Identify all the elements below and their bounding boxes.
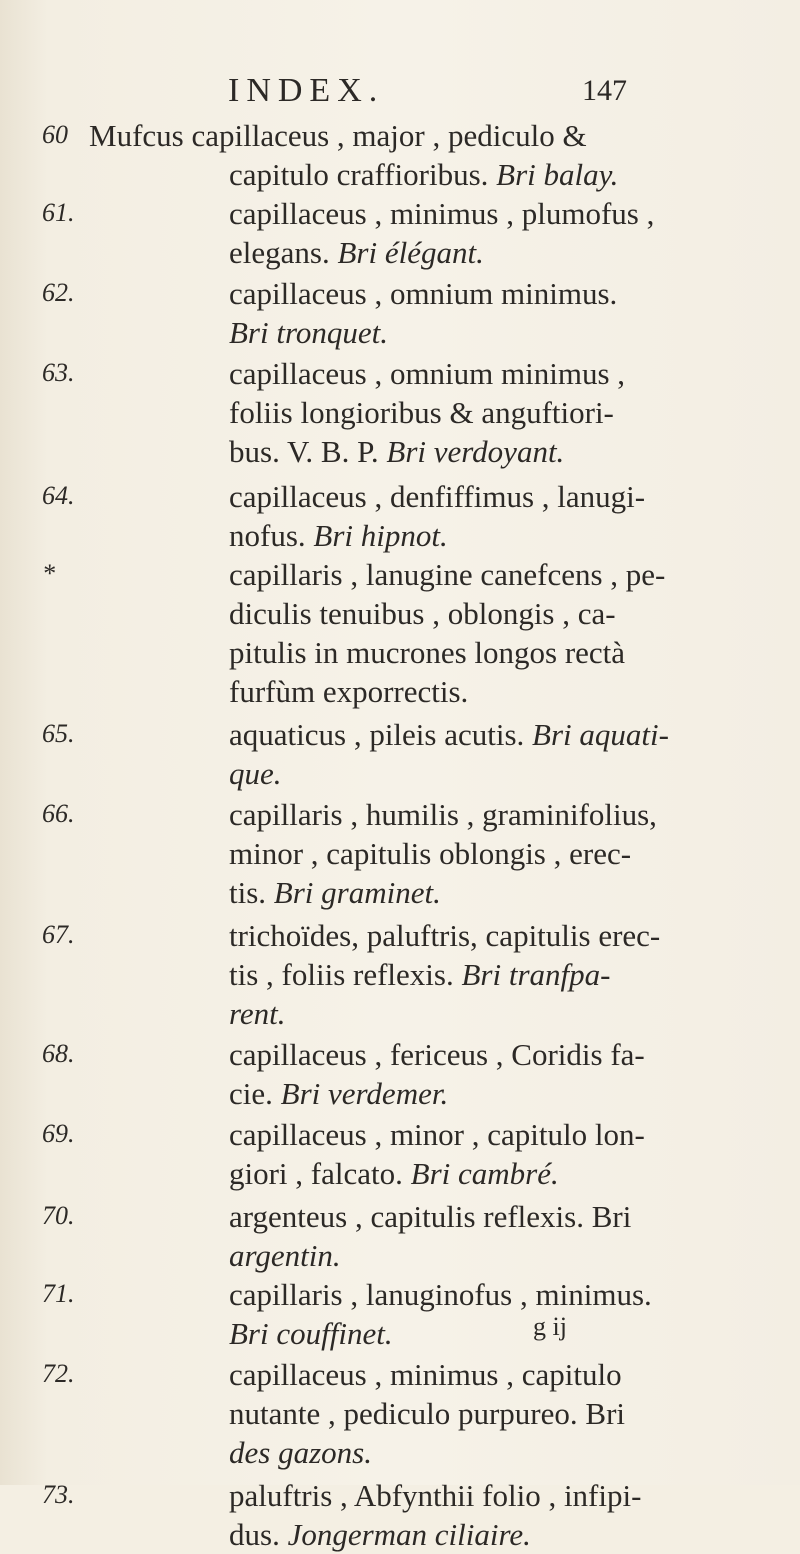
entry-line: nofus. Bri hipnot. bbox=[229, 518, 448, 553]
entry-line: giori , falcato. Bri cambré. bbox=[229, 1156, 559, 1191]
index-entry bbox=[0, 795, 800, 912]
entry-text bbox=[229, 274, 764, 352]
entry-line: diculis tenuibus , oblongis , ca- bbox=[229, 596, 616, 631]
entry-line: pitulis in mucrones longos rectà bbox=[229, 635, 626, 670]
entry-line: capillaceus , omnium minimus. bbox=[229, 276, 618, 311]
entry-text bbox=[89, 116, 764, 194]
entry-line: capillaceus , minimus , plumofus , bbox=[229, 196, 655, 231]
index-entry bbox=[0, 274, 800, 352]
entry-number: 61. bbox=[42, 198, 75, 227]
entry-number: 60 bbox=[42, 120, 68, 149]
entry-text bbox=[229, 354, 764, 471]
entry-line: elegans. Bri élégant. bbox=[229, 235, 484, 270]
entry-line: Bri tronquet. bbox=[229, 315, 389, 350]
entry-line: Mufcus capillaceus , major , pediculo & bbox=[89, 118, 587, 153]
entry-line: furfùm exporrectis. bbox=[229, 674, 469, 709]
index-entry bbox=[0, 555, 800, 711]
entry-line: rent. bbox=[229, 996, 286, 1031]
entry-line: capillaris , lanuginofus , minimus. bbox=[229, 1277, 652, 1312]
index-entry bbox=[0, 1355, 800, 1472]
entry-number: 64. bbox=[42, 481, 75, 510]
index-entry bbox=[0, 194, 800, 272]
entry-number: 68. bbox=[42, 1039, 75, 1068]
entry-number: 73. bbox=[42, 1480, 75, 1509]
entry-line: nutante , pediculo purpureo. Bri bbox=[229, 1396, 626, 1431]
entry-text bbox=[229, 795, 764, 912]
entry-number: * bbox=[42, 559, 55, 588]
entry-text bbox=[229, 1355, 764, 1472]
entry-line: argentin. bbox=[229, 1238, 341, 1273]
running-header bbox=[0, 72, 800, 112]
entry-text bbox=[229, 916, 764, 1033]
entry-line: Bri couffinet. bbox=[229, 1316, 393, 1351]
entry-text bbox=[229, 555, 764, 711]
entry-line: argenteus , capitulis reflexis. Bri bbox=[229, 1199, 632, 1234]
entry-number: 72. bbox=[42, 1359, 75, 1388]
page-number: 147 bbox=[582, 74, 627, 107]
entry-line: cie. Bri verdemer. bbox=[229, 1076, 449, 1111]
index-entry bbox=[0, 1115, 800, 1193]
index-entry bbox=[0, 116, 800, 194]
entry-line: capillaceus , fericeus , Coridis fa- bbox=[229, 1037, 645, 1072]
index-entry bbox=[0, 916, 800, 1033]
index-entry bbox=[0, 1275, 800, 1353]
signature-mark: g ij bbox=[533, 1312, 567, 1341]
entry-line: capillaceus , minor , capitulo lon- bbox=[229, 1117, 645, 1152]
entry-text bbox=[229, 715, 764, 793]
index-entry bbox=[0, 1197, 800, 1275]
entry-line: tis. Bri graminet. bbox=[229, 875, 441, 910]
index-entry bbox=[0, 477, 800, 555]
entry-line: capillaceus , minimus , capitulo bbox=[229, 1357, 622, 1392]
entry-line: minor , capitulis oblongis , erec- bbox=[229, 836, 632, 871]
entry-number: 66. bbox=[42, 799, 75, 828]
index-entries bbox=[0, 116, 800, 1554]
index-entry bbox=[0, 1476, 800, 1554]
index-entry bbox=[0, 715, 800, 793]
entry-number: 71. bbox=[42, 1279, 75, 1308]
entry-text bbox=[229, 1197, 764, 1275]
entry-line: trichoïdes, paluftris, capitulis erec- bbox=[229, 918, 661, 953]
entry-line: tis , foliis reflexis. Bri tranfpa- bbox=[229, 957, 611, 992]
entry-line: capillaris , humilis , graminifolius, bbox=[229, 797, 657, 832]
entry-line: dus. Jongerman ciliaire. bbox=[229, 1517, 531, 1552]
entry-line: capillaceus , omnium minimus , bbox=[229, 356, 626, 391]
entry-line: aquaticus , pileis acutis. Bri aquati- bbox=[229, 717, 669, 752]
entry-number: 65. bbox=[42, 719, 75, 748]
index-heading: INDEX. bbox=[228, 72, 385, 109]
entry-number: 63. bbox=[42, 358, 75, 387]
entry-number: 69. bbox=[42, 1119, 75, 1148]
entry-text bbox=[229, 1476, 764, 1554]
entry-text bbox=[229, 477, 764, 555]
entry-line: capillaris , lanugine canefcens , pe- bbox=[229, 557, 666, 592]
entry-line: capillaceus , denfiffimus , lanugi- bbox=[229, 479, 646, 514]
entry-text bbox=[229, 1275, 764, 1353]
entry-line: foliis longioribus & anguftiori- bbox=[229, 395, 614, 430]
entry-text bbox=[229, 194, 764, 272]
index-entry bbox=[0, 354, 800, 471]
entry-number: 62. bbox=[42, 278, 75, 307]
entry-number: 70. bbox=[42, 1201, 75, 1230]
entry-line: que. bbox=[229, 756, 282, 791]
entry-line: paluftris , Abfynthii folio , infipi- bbox=[229, 1478, 642, 1513]
entry-line: capitulo craffioribus. Bri balay. bbox=[229, 157, 619, 192]
entry-line: des gazons. bbox=[229, 1435, 372, 1470]
entry-text bbox=[229, 1035, 764, 1113]
entry-number: 67. bbox=[42, 920, 75, 949]
entry-text bbox=[229, 1115, 764, 1193]
index-entry bbox=[0, 1035, 800, 1113]
entry-line: bus. V. B. P. Bri verdoyant. bbox=[229, 434, 565, 469]
